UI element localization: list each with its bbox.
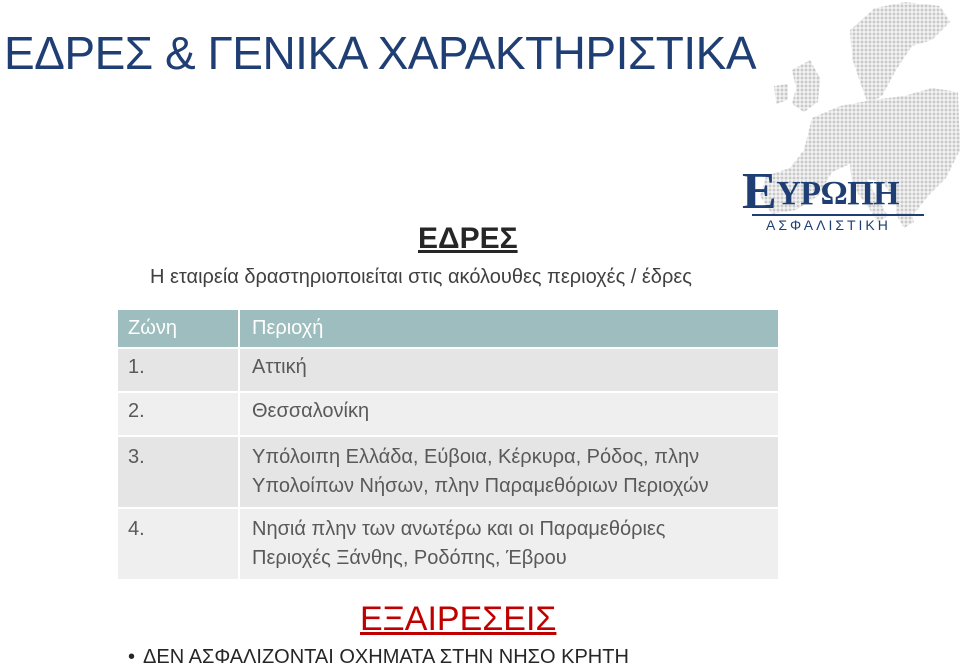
logo-subtitle: ΑΣΦΑΛΙΣΤΙΚΗ	[766, 217, 891, 233]
header-area: Περιοχή	[240, 310, 778, 347]
table-header-row	[118, 310, 778, 347]
table-row	[118, 509, 778, 579]
zones-table	[118, 308, 778, 581]
table-row	[118, 393, 778, 435]
area-line: Περιοχές Ξάνθης, Ροδόπης, Έβρου	[252, 547, 567, 569]
slide-title: ΕΔΡΕΣ & ΓΕΝΙΚΑ ΧΑΡΑΚΤΗΡΙΣΤΙΚΑ	[4, 27, 757, 79]
area-cell	[240, 437, 778, 507]
area-cell: Θεσσαλονίκη	[240, 393, 778, 435]
seats-heading: ΕΔΡΕΣ	[418, 222, 518, 255]
area-line: Υπολοίπων Νήσων, πλην Παραμεθόριων Περιοχών	[252, 475, 709, 497]
zone-cell: 1.	[118, 349, 240, 391]
logo-divider	[752, 214, 924, 216]
bullet-icon: •	[128, 646, 136, 668]
area-cell: Αττική	[240, 349, 778, 391]
logo-initial: Ε	[742, 163, 777, 220]
logo-wordmark	[742, 163, 932, 220]
logo-rest: ΥΡΩΠΗ	[776, 175, 900, 212]
zone-cell: 4.	[118, 509, 240, 579]
exception-item	[128, 646, 629, 669]
table-row	[118, 437, 778, 507]
seats-intro: Η εταιρεία δραστηριοποιείται στις ακόλουθες περιοχές / έδρες	[150, 266, 692, 288]
exceptions-heading: ΕΞΑΙΡΕΣΕΙΣ	[360, 600, 557, 638]
company-logo	[742, 163, 932, 233]
area-line: Νησιά πλην των ανωτέρω και οι Παραμεθόριες	[252, 518, 666, 540]
zone-cell: 3.	[118, 437, 240, 507]
exception-text: ΔΕΝ ΑΣΦΑΛΙΖΟΝΤΑΙ ΟΧΗΜΑΤΑ ΣΤΗΝ ΝΗΣΟ ΚΡΗΤΗ	[143, 646, 629, 668]
zone-cell: 2.	[118, 393, 240, 435]
area-cell	[240, 509, 778, 579]
table-row	[118, 349, 778, 391]
area-line: Υπόλοιπη Ελλάδα, Εύβοια, Κέρκυρα, Ρόδος, πλην	[252, 446, 700, 468]
header-zone: Ζώνη	[118, 310, 240, 347]
